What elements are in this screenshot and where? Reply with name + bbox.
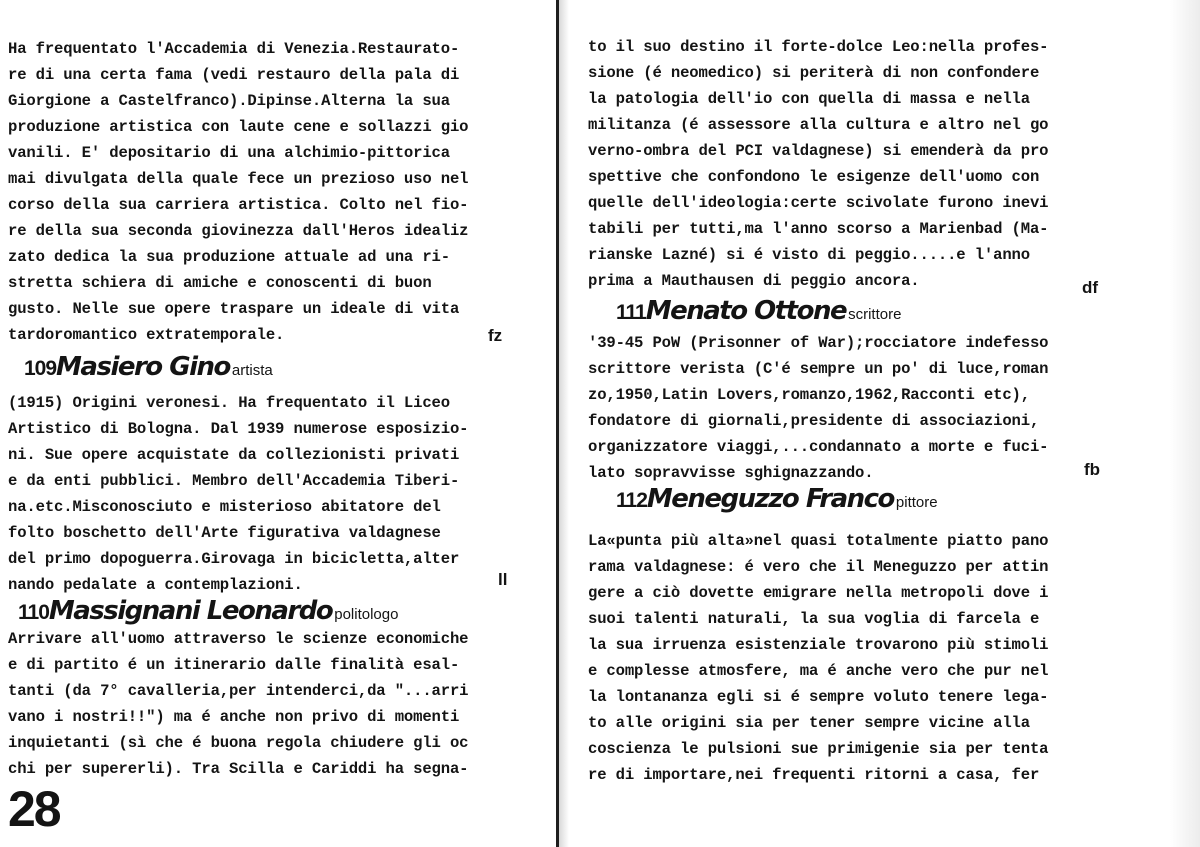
text-line: ni. Sue opere acquistate da collezionisti privati (8, 446, 460, 464)
text-line: la patologia dell'io con quella di massa e nella (588, 90, 1030, 108)
text-line: verno-ombra del PCI valdagnese) si emenderà da pro (588, 142, 1049, 160)
text-line: inquietanti (sì che é buona regola chiudere gli oc (8, 734, 469, 752)
text-line: lato sopravvisse sghignazzando. (588, 464, 874, 482)
entry-number: 110 (18, 601, 49, 624)
intro-paragraph (8, 36, 468, 348)
entry-name: Masiero Gino (56, 352, 230, 382)
text-line: La«punta più alta»nel quasi totalmente piatto pano (588, 532, 1049, 550)
text-line: coscienza le pulsioni sue primigenie sia per tenta (588, 740, 1049, 758)
entry-number: 112 (616, 489, 647, 512)
text-line: re di importare,nei frequenti ritorni a casa, fer (588, 766, 1040, 784)
entry-number: 111 (616, 301, 646, 324)
entry-heading-109 (24, 352, 273, 382)
text-line: tanti (da 7° cavalleria,per intenderci,da "...arri (8, 682, 469, 700)
left-page (0, 0, 560, 847)
entry-name: Menato Ottone (645, 296, 847, 326)
text-line: re della sua seconda giovinezza dall'Heros idealiz (8, 222, 469, 240)
entry-110-text (8, 626, 468, 782)
text-line: produzione artistica con laute cene e sollazzi gio (8, 118, 469, 136)
text-line: sione (é neomedico) si periterà di non confondere (588, 64, 1040, 82)
text-line: (1915) Origini veronesi. Ha frequentato il Liceo (8, 394, 450, 412)
text-line: tabili per tutti,ma l'anno scorso a Marienbad (Ma- (588, 220, 1049, 238)
text-line: zo,1950,Latin Lovers,romanzo,1962,Racconti etc), (588, 386, 1030, 404)
author-initials: fz (488, 326, 503, 345)
text-line: militanza (é assessore alla cultura e altro nel go (588, 116, 1049, 134)
text-line: spettive che confondono le esigenze dell'uomo con (588, 168, 1040, 186)
text-line: gusto. Nelle sue opere traspare un ideale di vita (8, 300, 460, 318)
entry-heading-110 (18, 596, 398, 626)
text-line: Arrivare all'uomo attraverso le scienze economiche (8, 630, 469, 648)
text-line: Ha frequentato l'Accademia di Venezia.Restaurato- (8, 40, 460, 58)
text-line: suoi talenti naturali, la sua voglia di farcela e (588, 610, 1040, 628)
text-line: scrittore verista (C'é sempre un po' di luce,roman (588, 360, 1049, 378)
text-line: fondatore di giornali,presidente di associazioni, (588, 412, 1040, 430)
text-line: organizzatore viaggi,...condannato a morte e fuci- (588, 438, 1049, 456)
entry-112-text (588, 528, 1048, 788)
text-line: quelle dell'ideologia:certe scivolate furono inevi (588, 194, 1049, 212)
text-line: tardoromantico extratemporale. (8, 326, 285, 344)
page-number: 28 (8, 781, 60, 837)
text-line: vanili. E' depositario di una alchimio-pittorica (8, 144, 450, 162)
entry-number: 109 (24, 357, 57, 380)
entry-heading-111 (616, 296, 901, 326)
text-line: e da enti pubblici. Membro dell'Accademia Tiberi- (8, 472, 460, 490)
text-line: rama valdagnese: é vero che il Meneguzzo per attin (588, 558, 1049, 576)
entry-heading-112 (616, 484, 938, 514)
text-line: la lontananza egli si é sempre voluto tenere lega- (588, 688, 1049, 706)
text-line: re di una certa fama (vedi restauro della pala di (8, 66, 460, 84)
text-line: mai divulgata della quale fece un prezioso uso nel (8, 170, 469, 188)
entry-role: scrittore (848, 306, 902, 323)
text-line: nando pedalate a contemplazioni. (8, 576, 303, 594)
entry-109-text (8, 390, 468, 598)
text-line: del primo dopoguerra.Girovaga in bicicletta,alter (8, 550, 460, 568)
author-initials: fb (1084, 460, 1101, 479)
text-line: la sua irruenza esistenziale trovarono più stimoli (588, 636, 1049, 654)
entry-role: artista (231, 362, 273, 379)
entry-111-text (588, 330, 1048, 486)
text-line: prima a Mauthausen di peggio ancora. (588, 272, 920, 290)
text-line: chi per supererli). Tra Scilla e Cariddi ha segna- (8, 760, 469, 778)
entry-role: politologo (334, 606, 399, 623)
right-page (562, 0, 1200, 847)
text-line: '39-45 PoW (Prisonner of War);rocciatore indefesso (588, 334, 1049, 352)
text-line: zato dedica la sua produzione attuale ad una ri- (8, 248, 450, 266)
text-line: to il suo destino il forte-dolce Leo:nella profes- (588, 38, 1049, 56)
text-line: Giorgione a Castelfranco).Dipinse.Alterna la sua (8, 92, 450, 110)
continuation-paragraph (588, 34, 1048, 294)
author-initials: df (1082, 278, 1099, 297)
entry-name: Massignani Leonardo (48, 596, 333, 626)
text-line: e complesse atmosfere, ma é anche vero che pur nel (588, 662, 1049, 680)
text-line: na.etc.Misconosciuto e misterioso abitatore del (8, 498, 441, 516)
text-line: e di partito é un itinerario dalle finalità esal- (8, 656, 460, 674)
entry-name: Meneguzzo Franco (646, 484, 894, 514)
text-line: to alle origini sia per tener sempre vicine alla (588, 714, 1030, 732)
text-line: Artistico di Bologna. Dal 1939 numerose esposizio- (8, 420, 469, 438)
text-line: stretta schiera di amiche e conoscenti di buon (8, 274, 432, 292)
text-line: corso della sua carriera artistica. Colto nel fio- (8, 196, 469, 214)
entry-role: pittore (895, 494, 938, 511)
text-line: folto boschetto dell'Arte figurativa valdagnese (8, 524, 441, 542)
text-line: vano i nostri!!") ma é anche non privo di momenti (8, 708, 460, 726)
author-initials: ll (498, 570, 508, 589)
text-line: rianske Lazné) si é visto di peggio.....e l'anno (588, 246, 1030, 264)
text-line: gere a ciò dovette emigrare nella metropoli dove i (588, 584, 1049, 602)
